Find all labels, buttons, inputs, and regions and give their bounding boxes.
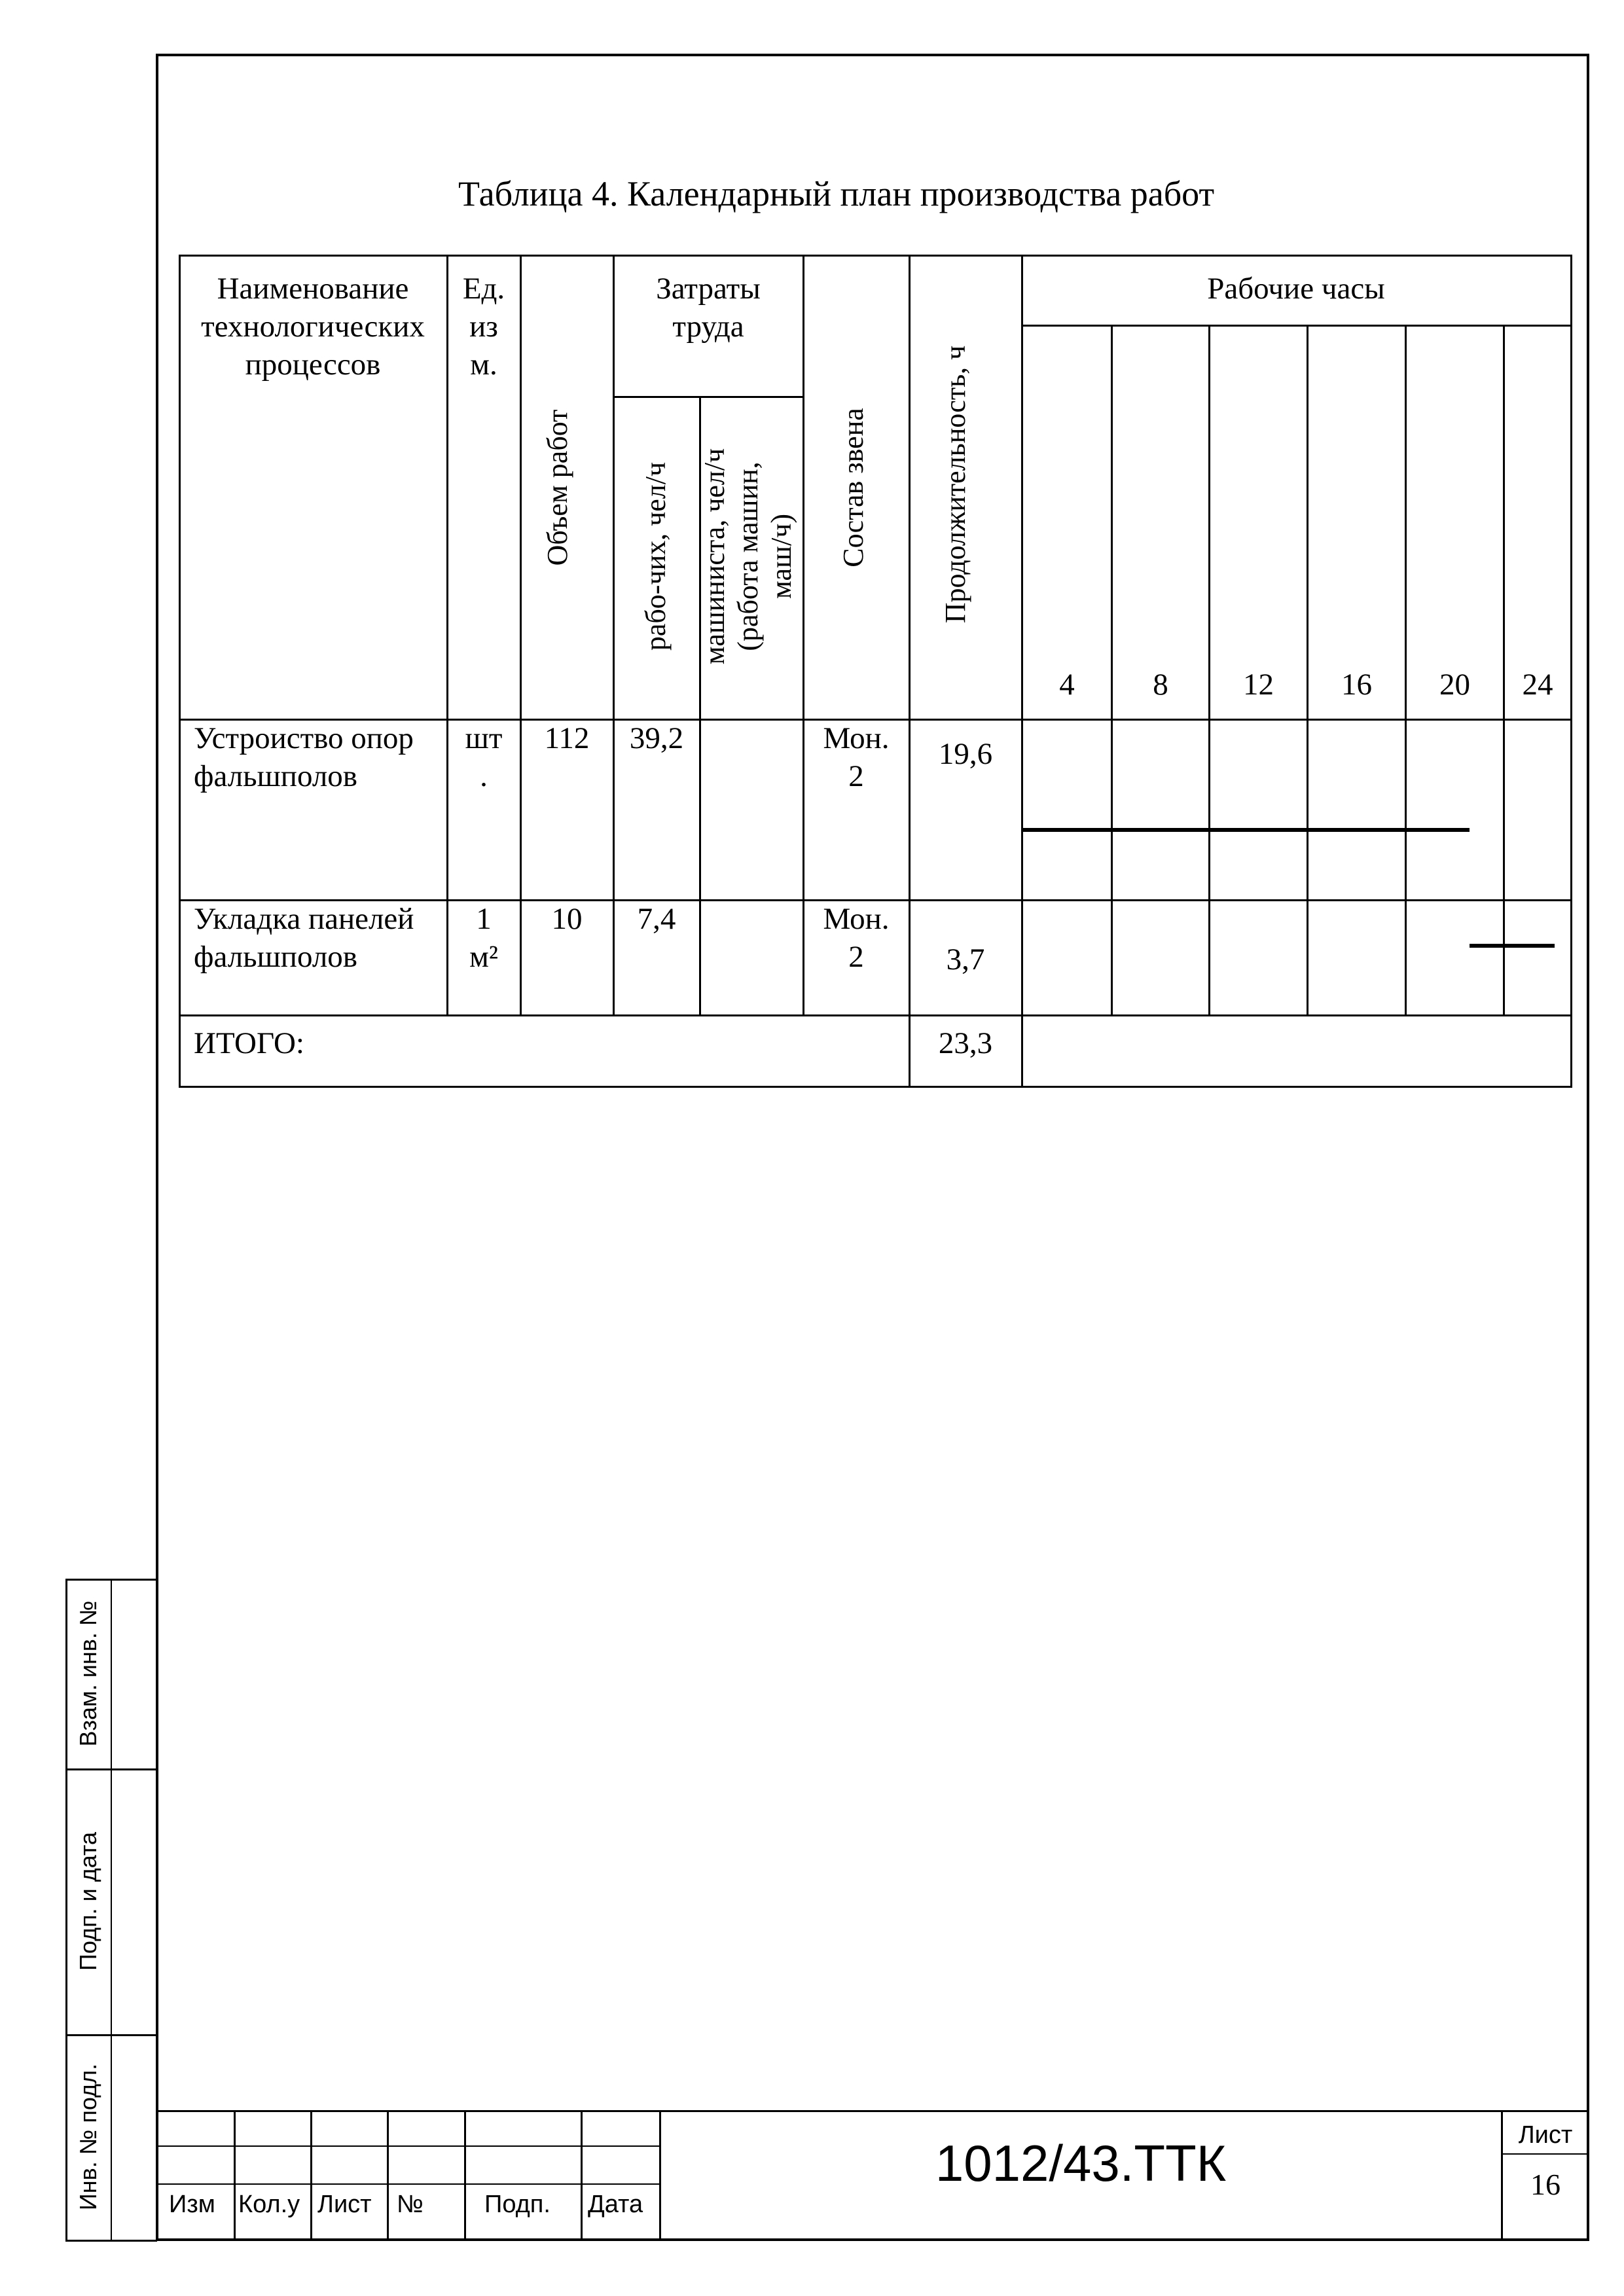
total-duration: 23,3 (938, 1026, 993, 1060)
row-name-line1: Устроиство опор (194, 721, 414, 755)
row-unit-line2: м² (469, 940, 498, 974)
row-name-line2: фальшполов (194, 940, 357, 974)
row-name-line2: фальшполов (194, 759, 357, 793)
side-sign-date: Подп. и дата (75, 1831, 101, 1971)
stamp-col-doc: № (397, 2191, 424, 2218)
row-crew-line1: Мон. (823, 902, 890, 936)
header-name-line1: Наименование (217, 272, 409, 306)
row-unit-line2: . (480, 759, 488, 793)
document-code: 1012/43.ТТК (935, 2134, 1227, 2192)
gantt-bar (1470, 944, 1554, 948)
header-volume: Объем работ (541, 409, 573, 566)
total-label: ИТОГО: (194, 1026, 304, 1060)
row-duration: 19,6 (938, 737, 993, 771)
stamp-col-date: Дата (588, 2191, 643, 2218)
hour-tick: 16 (1341, 668, 1372, 702)
header-labor-machinist-line3: маш/ч) (765, 514, 797, 599)
row-labor-workers: 7,4 (637, 902, 676, 936)
row-crew-line1: Мон. (823, 721, 890, 755)
row-labor-workers: 39,2 (629, 721, 684, 755)
header-duration: Продолжительность, ч (939, 345, 971, 624)
row-volume: 112 (544, 721, 590, 755)
row-name-line1: Укладка панелей (194, 902, 414, 936)
header-labor-workers: рабо-чих, чел/ч (640, 461, 672, 651)
header-unit-line3: м. (470, 348, 497, 382)
stamp-col-change: Изм (169, 2191, 215, 2218)
row-volume: 10 (551, 902, 583, 936)
hour-tick: 12 (1243, 668, 1274, 702)
table-title: Таблица 4. Календарный план производства работ (458, 174, 1215, 213)
row-unit-line1: 1 (476, 902, 492, 936)
hour-tick: 24 (1522, 668, 1553, 702)
gantt-bar (1021, 828, 1470, 832)
header-name-line2: технологических (201, 310, 425, 344)
header-crew: Состав звена (837, 408, 869, 567)
header-name-line3: процессов (245, 348, 381, 382)
header-labor-line1: Затраты (656, 272, 761, 306)
header-labor-machinist-line1: машиниста, чел/ч (698, 448, 731, 665)
row-unit-line1: шт (465, 721, 503, 755)
hour-tick: 20 (1439, 668, 1470, 702)
sheet-number: 16 (1530, 2168, 1561, 2201)
header-hours: Рабочие часы (1207, 272, 1385, 306)
header-labor-line2: труда (672, 310, 744, 344)
hour-tick: 8 (1153, 668, 1168, 702)
stamp-col-sign: Подп. (484, 2191, 550, 2218)
stamp-col-count: Кол.у (238, 2191, 300, 2218)
hour-tick: 4 (1059, 668, 1075, 702)
row-duration: 3,7 (946, 942, 985, 977)
side-inv-exchange: Взам. инв. № (75, 1600, 101, 1747)
header-labor-machinist-line2: (работа машин, (732, 461, 764, 651)
row-crew-line2: 2 (848, 759, 864, 793)
sheet-label: Лист (1518, 2121, 1573, 2149)
header-unit-line1: Ед. (462, 272, 505, 306)
side-inv-original: Инв. № подл. (75, 2063, 101, 2211)
row-crew-line2: 2 (848, 940, 864, 974)
header-unit-line2: из (469, 310, 498, 344)
stamp-col-sheet: Лист (317, 2191, 372, 2218)
